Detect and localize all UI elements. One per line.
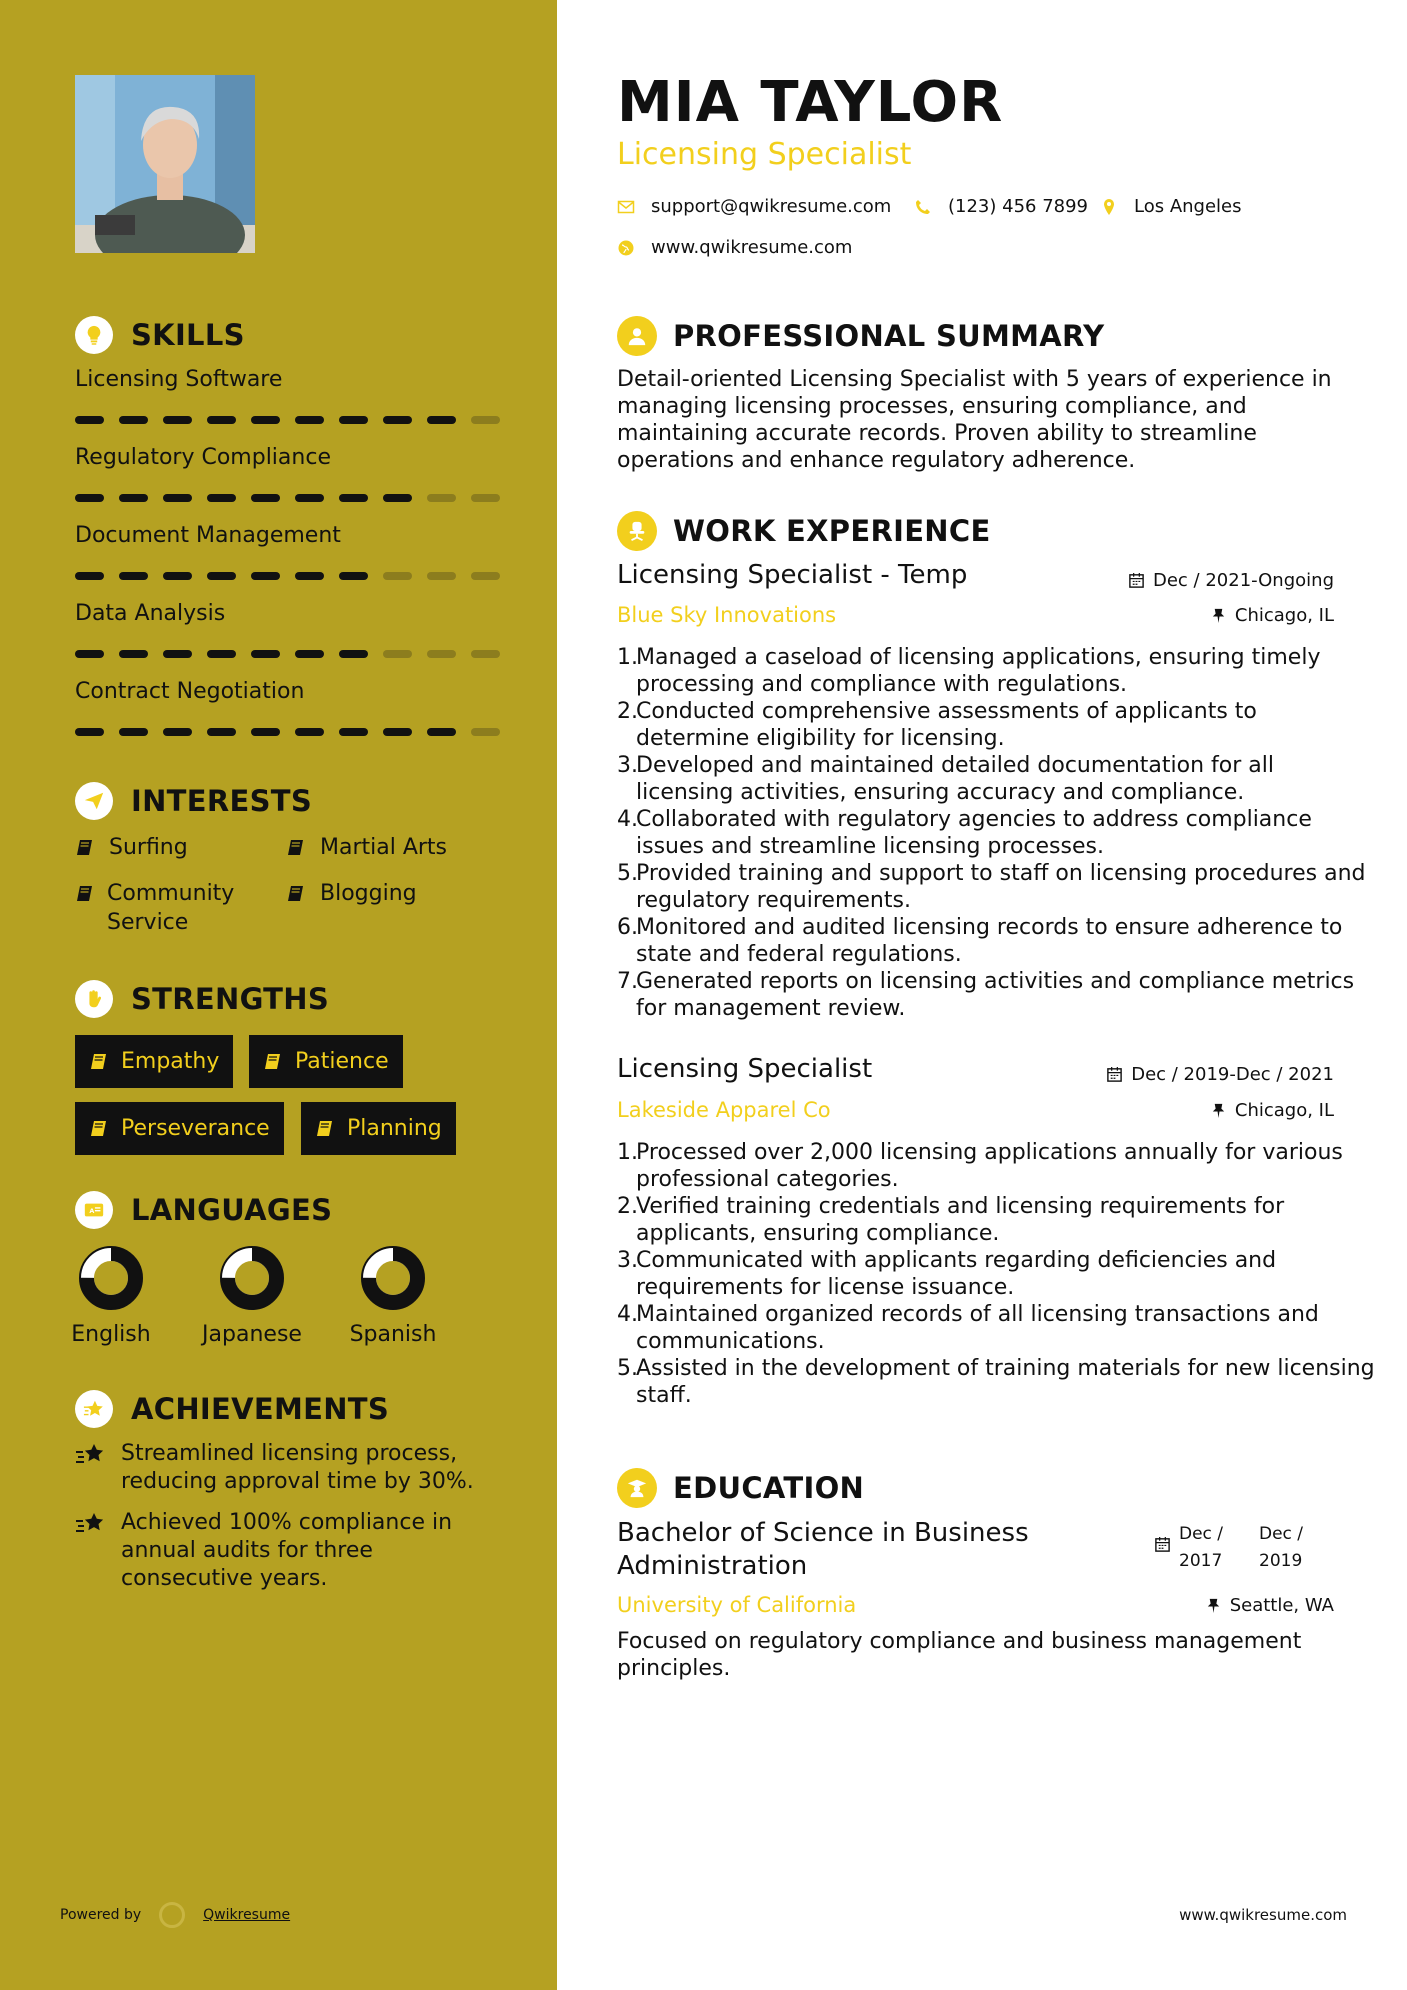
skill-dash bbox=[339, 650, 368, 658]
phone-text: (123) 456 7899 bbox=[948, 196, 1089, 217]
candidate-name: MIA TAYLOR bbox=[617, 70, 1004, 135]
strength-label: Patience bbox=[295, 1049, 389, 1074]
skill-dash bbox=[471, 416, 500, 424]
list-item bbox=[617, 752, 1377, 806]
list-item bbox=[617, 1193, 1377, 1247]
skill-dash bbox=[471, 572, 500, 580]
skill-bar bbox=[75, 572, 505, 580]
skill-dash bbox=[295, 728, 324, 736]
skill-dash bbox=[75, 728, 104, 736]
strength-label: Perseverance bbox=[121, 1116, 270, 1141]
skill-item bbox=[75, 367, 505, 424]
interest-label: Blogging bbox=[320, 881, 417, 906]
book-icon bbox=[286, 883, 308, 912]
list-item bbox=[617, 1355, 1377, 1409]
book-icon bbox=[286, 837, 308, 866]
job-company: Lakeside Apparel Co bbox=[617, 1098, 831, 1122]
language-name: English bbox=[71, 1322, 151, 1347]
list-number: 2. bbox=[617, 1194, 638, 1219]
job-location bbox=[1210, 1100, 1334, 1121]
strengths-title: STRENGTHS bbox=[131, 982, 330, 1016]
skill-dash bbox=[207, 416, 236, 424]
experience-title: WORK EXPERIENCE bbox=[673, 514, 991, 548]
list-text: Communicated with applicants regarding deficiencies and requirements for license issuance. bbox=[636, 1248, 1277, 1300]
job-dates-text: Dec / 2019-Dec / 2021 bbox=[1131, 1064, 1334, 1085]
skill-bar bbox=[75, 650, 505, 658]
powered-by-label: Powered by bbox=[60, 1907, 142, 1923]
language-card-icon bbox=[75, 1191, 113, 1229]
skill-dash bbox=[383, 416, 412, 424]
interest-item bbox=[75, 833, 188, 866]
education-location bbox=[1205, 1595, 1334, 1616]
skill-dash bbox=[295, 650, 324, 658]
skill-name: Document Management bbox=[75, 523, 341, 548]
strength-tag bbox=[301, 1102, 456, 1155]
achievement-item bbox=[75, 1440, 505, 1496]
skill-dash bbox=[295, 416, 324, 424]
interest-label: Martial Arts bbox=[320, 835, 448, 860]
list-number: 3. bbox=[617, 1248, 638, 1273]
job-title: Licensing Specialist bbox=[617, 1054, 873, 1084]
list-number: 4. bbox=[617, 807, 638, 832]
skill-name: Data Analysis bbox=[75, 601, 226, 626]
education-dates bbox=[1154, 1521, 1319, 1575]
interests-heading bbox=[75, 782, 312, 820]
skill-dash bbox=[383, 494, 412, 502]
svg-text:A: A bbox=[89, 1207, 95, 1216]
skill-dash bbox=[207, 494, 236, 502]
shooting-star-icon bbox=[75, 1511, 107, 1537]
list-item bbox=[617, 968, 1377, 1022]
list-text: Collaborated with regulatory agencies to address compliance issues and streamline licensing processes. bbox=[636, 807, 1312, 859]
skill-dash bbox=[119, 416, 148, 424]
skill-dash bbox=[251, 416, 280, 424]
list-text: Conducted comprehensive assessments of applicants to determine eligibility for licensing. bbox=[636, 699, 1257, 751]
language-level-ring bbox=[79, 1246, 143, 1310]
list-number: 1. bbox=[617, 645, 638, 670]
skill-dash bbox=[251, 728, 280, 736]
list-text: Managed a caseload of licensing applications, ensuring timely processing and compliance with regulations. bbox=[636, 645, 1321, 697]
calendar-icon bbox=[1154, 1536, 1171, 1553]
skill-item bbox=[75, 523, 505, 580]
skill-bar bbox=[75, 416, 505, 424]
skill-dash bbox=[427, 728, 456, 736]
skill-dash bbox=[383, 572, 412, 580]
skill-dash bbox=[251, 650, 280, 658]
interest-label: Community Service bbox=[107, 881, 235, 935]
pushpin-icon bbox=[1210, 607, 1227, 624]
list-number: 5. bbox=[617, 1356, 638, 1381]
powered-by bbox=[60, 1902, 290, 1928]
skill-dash bbox=[471, 728, 500, 736]
job-title: Licensing Specialist - Temp bbox=[617, 560, 968, 590]
languages-title: LANGUAGES bbox=[131, 1193, 333, 1227]
skill-dash bbox=[339, 494, 368, 502]
list-number: 6. bbox=[617, 915, 638, 940]
website-contact[interactable] bbox=[617, 237, 852, 258]
candidate-role: Licensing Specialist bbox=[617, 137, 912, 172]
skill-dash bbox=[471, 494, 500, 502]
interest-label: Surfing bbox=[109, 835, 188, 860]
skill-item bbox=[75, 679, 505, 736]
list-text: Provided training and support to staff on licensing procedures and regulatory requirements. bbox=[636, 861, 1366, 913]
job-duties bbox=[617, 1139, 1377, 1409]
shooting-star-icon bbox=[75, 1442, 107, 1468]
skill-dash bbox=[163, 416, 192, 424]
skill-dash bbox=[427, 494, 456, 502]
skill-name: Licensing Software bbox=[75, 367, 283, 392]
pushpin-icon bbox=[1210, 1102, 1227, 1119]
language-level-ring bbox=[361, 1246, 425, 1310]
language-item bbox=[182, 1246, 322, 1347]
skill-dash bbox=[427, 650, 456, 658]
education-end: Dec / 2019 bbox=[1259, 1524, 1304, 1571]
strength-tag bbox=[75, 1035, 233, 1088]
calendar-icon bbox=[1106, 1066, 1123, 1083]
skill-dash bbox=[207, 572, 236, 580]
skill-dash bbox=[339, 728, 368, 736]
skill-dash bbox=[163, 572, 192, 580]
interest-item bbox=[286, 833, 447, 866]
skill-dash bbox=[295, 572, 324, 580]
graduate-icon bbox=[617, 1468, 657, 1508]
skill-dash bbox=[163, 650, 192, 658]
footer-url[interactable]: www.qwikresume.com bbox=[1179, 1906, 1347, 1924]
strength-tag bbox=[249, 1035, 403, 1088]
experience-heading bbox=[617, 511, 991, 551]
list-text: Assisted in the development of training materials for new licensing staff. bbox=[636, 1356, 1375, 1408]
education-start: Dec / 2017 bbox=[1179, 1524, 1224, 1571]
list-item bbox=[617, 860, 1377, 914]
lightbulb-icon bbox=[75, 316, 113, 354]
paper-plane-icon bbox=[75, 782, 113, 820]
phone-contact[interactable] bbox=[914, 196, 1088, 217]
list-text: Verified training credentials and licensing requirements for applicants, ensuring compliance. bbox=[636, 1194, 1285, 1246]
degree-line: Bachelor of Science in Business bbox=[617, 1518, 1029, 1548]
list-item bbox=[617, 1247, 1377, 1301]
job-dates bbox=[1128, 570, 1334, 591]
skill-dash bbox=[383, 728, 412, 736]
job-duties bbox=[617, 644, 1377, 1022]
achievements-heading bbox=[75, 1390, 389, 1428]
location-contact bbox=[1100, 196, 1242, 217]
skill-item bbox=[75, 445, 505, 502]
skill-dash bbox=[75, 494, 104, 502]
language-item bbox=[41, 1246, 181, 1347]
language-name: Japanese bbox=[202, 1322, 302, 1347]
education-heading bbox=[617, 1468, 864, 1508]
book-icon bbox=[75, 837, 97, 866]
sidebar bbox=[0, 0, 557, 1990]
skill-dash bbox=[119, 494, 148, 502]
skill-dash bbox=[119, 572, 148, 580]
globe-icon bbox=[617, 239, 635, 257]
skill-dash bbox=[339, 572, 368, 580]
skill-bar bbox=[75, 494, 505, 502]
calendar-icon bbox=[1128, 572, 1145, 589]
list-number: 5. bbox=[617, 861, 638, 886]
list-text: Processed over 2,000 licensing applications annually for various professional categories. bbox=[636, 1140, 1343, 1192]
education-location-text: Seattle, WA bbox=[1229, 1595, 1334, 1616]
strengths-heading bbox=[75, 980, 329, 1018]
user-icon bbox=[617, 316, 657, 356]
skills-title: SKILLS bbox=[131, 318, 245, 352]
skill-bar bbox=[75, 728, 505, 736]
achievement-text: Achieved 100% compliance in annual audits for three consecutive years. bbox=[121, 1510, 453, 1591]
job-dates bbox=[1106, 1064, 1334, 1085]
strength-tag bbox=[75, 1102, 284, 1155]
job-company: Blue Sky Innovations bbox=[617, 603, 837, 627]
interest-item bbox=[286, 879, 417, 912]
skill-dash bbox=[119, 650, 148, 658]
job-location bbox=[1210, 605, 1334, 626]
list-text: Maintained organized records of all licensing transactions and communications. bbox=[636, 1302, 1319, 1354]
skill-dash bbox=[75, 572, 104, 580]
website-text: www.qwikresume.com bbox=[651, 237, 853, 258]
envelope-icon bbox=[617, 198, 635, 216]
email-contact[interactable] bbox=[617, 196, 891, 217]
book-icon bbox=[89, 1052, 109, 1072]
list-item bbox=[617, 1301, 1377, 1355]
list-text: Generated reports on licensing activities and compliance metrics for management review. bbox=[636, 969, 1355, 1021]
skill-dash bbox=[119, 728, 148, 736]
degree-line: Administration bbox=[617, 1551, 808, 1581]
skill-dash bbox=[471, 650, 500, 658]
strength-label: Empathy bbox=[121, 1049, 220, 1074]
language-item bbox=[323, 1246, 463, 1347]
skill-dash bbox=[427, 416, 456, 424]
list-number: 7. bbox=[617, 969, 638, 994]
book-icon bbox=[75, 883, 95, 937]
job-location-text: Chicago, IL bbox=[1234, 1100, 1334, 1121]
book-icon bbox=[263, 1052, 283, 1072]
interest-item bbox=[75, 879, 265, 937]
skill-dash bbox=[383, 650, 412, 658]
skill-dash bbox=[251, 572, 280, 580]
map-pin-icon bbox=[1100, 198, 1118, 216]
skill-dash bbox=[295, 494, 324, 502]
list-item bbox=[617, 914, 1377, 968]
language-name: Spanish bbox=[349, 1322, 437, 1347]
job-dates-text: Dec / 2021-Ongoing bbox=[1153, 570, 1334, 591]
list-text: Monitored and audited licensing records to ensure adherence to state and federal regulations. bbox=[636, 915, 1343, 967]
skill-dash bbox=[163, 728, 192, 736]
skill-dash bbox=[251, 494, 280, 502]
list-number: 4. bbox=[617, 1302, 638, 1327]
list-number: 3. bbox=[617, 753, 638, 778]
profile-photo bbox=[75, 75, 255, 253]
strength-label: Planning bbox=[347, 1116, 442, 1141]
pushpin-icon bbox=[1205, 1597, 1222, 1614]
skill-item bbox=[75, 601, 505, 658]
list-item bbox=[617, 806, 1377, 860]
summary-text: Detail-oriented Licensing Specialist with 5 years of experience in managing licensing processes, ensuring compliance, and maintaining accurate records. Proven ability to streamline operations and enhance regulatory adherence. bbox=[617, 367, 1332, 473]
achievements-title: ACHIEVEMENTS bbox=[131, 1392, 390, 1426]
education-title: EDUCATION bbox=[673, 1471, 865, 1505]
list-item bbox=[617, 1139, 1377, 1193]
list-number: 1. bbox=[617, 1140, 638, 1165]
skill-dash bbox=[207, 728, 236, 736]
achievement-item bbox=[75, 1509, 505, 1593]
achievement-text: Streamlined licensing process, reducing approval time by 30%. bbox=[121, 1441, 474, 1494]
job-location-text: Chicago, IL bbox=[1234, 605, 1334, 626]
summary-title: PROFESSIONAL SUMMARY bbox=[673, 319, 1105, 353]
skill-dash bbox=[339, 416, 368, 424]
hand-icon bbox=[75, 980, 113, 1018]
degree-title bbox=[617, 1517, 1029, 1583]
skills-heading bbox=[75, 316, 245, 354]
list-item bbox=[617, 698, 1377, 752]
list-text: Developed and maintained detailed documentation for all licensing activities, ensuring accuracy and compliance. bbox=[636, 753, 1274, 805]
summary-heading bbox=[617, 316, 1104, 356]
star-icon bbox=[75, 1390, 113, 1428]
office-chair-icon bbox=[617, 511, 657, 551]
skill-dash bbox=[75, 416, 104, 424]
languages-heading bbox=[75, 1191, 332, 1229]
skill-dash bbox=[163, 494, 192, 502]
skill-name: Regulatory Compliance bbox=[75, 445, 331, 470]
list-item bbox=[617, 644, 1377, 698]
email-text: support@qwikresume.com bbox=[651, 196, 892, 217]
qwikresume-logo-icon bbox=[159, 1902, 185, 1928]
location-text: Los Angeles bbox=[1134, 196, 1242, 217]
skill-name: Contract Negotiation bbox=[75, 679, 305, 704]
book-icon bbox=[315, 1119, 335, 1139]
list-number: 2. bbox=[617, 699, 638, 724]
skill-dash bbox=[207, 650, 236, 658]
skill-dash bbox=[427, 572, 456, 580]
book-icon bbox=[89, 1119, 109, 1139]
school-name: University of California bbox=[617, 1593, 857, 1617]
phone-icon bbox=[914, 198, 932, 216]
main-content bbox=[557, 0, 1407, 1990]
qwikresume-link[interactable]: Qwikresume bbox=[203, 1907, 291, 1923]
interests-title: INTERESTS bbox=[131, 784, 313, 818]
education-text: Focused on regulatory compliance and business management principles. bbox=[617, 1629, 1302, 1681]
skill-dash bbox=[75, 650, 104, 658]
language-level-ring bbox=[220, 1246, 284, 1310]
